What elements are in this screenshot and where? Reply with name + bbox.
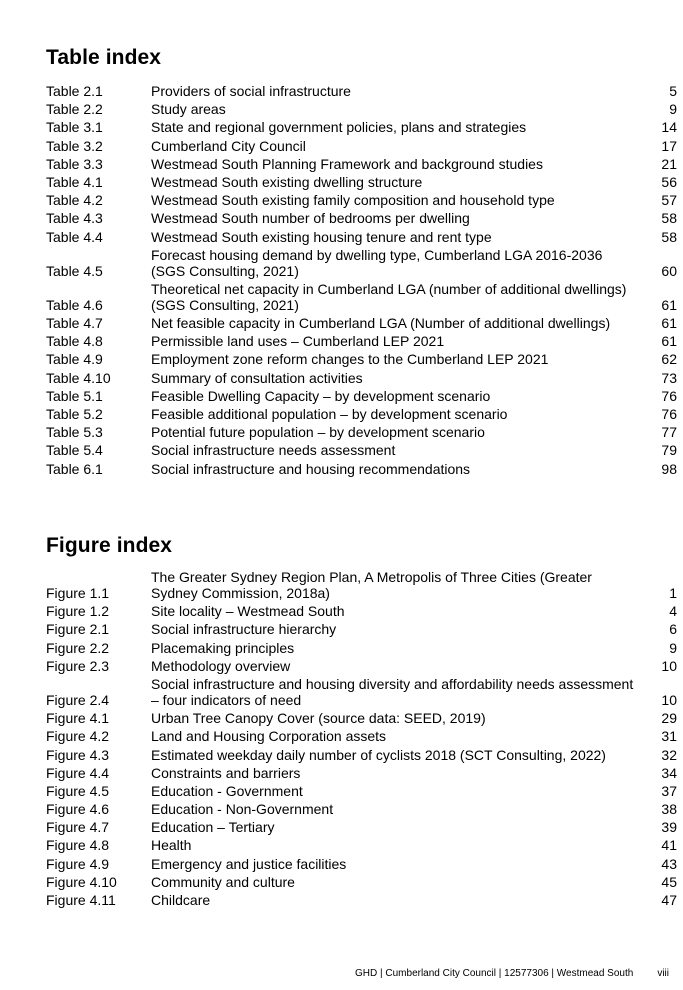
entry-title: Westmead South Planning Framework and background studies: [151, 155, 543, 172]
entry-page: 38: [661, 801, 677, 818]
entry-page: 14: [661, 119, 677, 136]
table-index-entry[interactable]: [46, 351, 677, 369]
table-index-entry[interactable]: [46, 333, 677, 351]
entry-label: Table 5.4: [46, 442, 103, 459]
entry-label: Table 4.9: [46, 351, 103, 368]
entry-title: Site locality – Westmead South: [151, 603, 345, 620]
entry-page: 47: [661, 892, 677, 908]
entry-label: Table 4.3: [46, 210, 103, 227]
entry-title: Feasible Dwelling Capacity – by development scenario: [151, 387, 491, 404]
entry-page: 98: [661, 460, 677, 477]
entry-page: 41: [661, 837, 677, 854]
entry-title: Methodology overview: [151, 657, 291, 674]
entry-title: Education - Non-Government: [151, 801, 334, 818]
entry-title: Community and culture: [151, 873, 295, 890]
entry-page: 9: [669, 639, 677, 656]
table-index-entry[interactable]: [46, 101, 677, 119]
entry-title: Westmead South number of bedrooms per dwelling: [151, 210, 470, 227]
entry-label: Table 2.1: [46, 83, 103, 99]
figure-index-entry[interactable]: [46, 892, 677, 910]
entry-label: Figure 4.2: [46, 728, 110, 745]
entry-title: Westmead South existing housing tenure and rent type: [151, 228, 492, 245]
figure-index-entry[interactable]: [46, 837, 677, 855]
entry-page: 56: [661, 173, 677, 190]
entry-page: 39: [661, 819, 677, 836]
entry-label: Figure 4.9: [46, 855, 110, 872]
table-index-entry[interactable]: [46, 461, 677, 479]
entry-page: 5: [669, 83, 677, 99]
entry-label: Figure 4.6: [46, 801, 110, 818]
figure-index-entry[interactable]: [46, 676, 677, 710]
figure-index-entry[interactable]: [46, 569, 677, 603]
table-index-heading: Table index: [46, 46, 162, 69]
entry-label: Table 5.3: [46, 424, 103, 441]
figure-index-entry[interactable]: [46, 728, 677, 746]
figure-index-entry[interactable]: [46, 801, 677, 819]
entry-label: Figure 4.5: [46, 782, 110, 799]
entry-page: 34: [661, 764, 677, 781]
entry-label: Figure 2.2: [46, 639, 110, 656]
entry-label: Table 5.1: [46, 387, 103, 404]
entry-label: Figure 2.3: [46, 657, 110, 674]
entry-label: Table 3.2: [46, 137, 103, 154]
footer-text: GHD | Cumberland City Council | 12577306 | Westmead South: [355, 968, 634, 979]
entry-page: 10: [661, 691, 677, 708]
entry-page: 79: [661, 442, 677, 459]
entry-label: Figure 4.4: [46, 764, 110, 781]
entry-title: Employment zone reform changes to the Cumberland LEP 2021: [151, 351, 549, 368]
entry-title: Health: [151, 837, 192, 854]
entry-page: 76: [661, 406, 677, 422]
table-index-entry[interactable]: [46, 156, 677, 174]
entry-page: 45: [661, 873, 677, 890]
figure-index-entry[interactable]: [46, 658, 677, 676]
entry-title: Estimated weekday daily number of cyclists 2018 (SCT Consulting, 2022): [151, 746, 606, 763]
table-index-entry[interactable]: [46, 119, 677, 137]
entry-label: Figure 1.1: [46, 585, 110, 601]
entry-title: Childcare: [151, 892, 211, 908]
figure-index-entry[interactable]: [46, 856, 677, 874]
entry-label: Figure 4.10: [46, 873, 117, 890]
table-index-entry[interactable]: [46, 174, 677, 192]
entry-page: 9: [669, 101, 677, 118]
figure-index-heading: Figure index: [46, 534, 173, 557]
figure-index-list: [46, 569, 677, 910]
entry-label: Table 4.7: [46, 315, 103, 332]
entry-title: Providers of social infrastructure: [151, 83, 351, 99]
figure-index-entry[interactable]: [46, 621, 677, 639]
entry-title: Urban Tree Canopy Cover (source data: SEED, 2019): [151, 710, 486, 727]
entry-label: Figure 2.1: [46, 621, 110, 638]
entry-label: Table 4.2: [46, 192, 103, 209]
table-index-entry[interactable]: [46, 442, 677, 460]
figure-index-entry[interactable]: [46, 783, 677, 801]
entry-title: Social infrastructure hierarchy: [151, 621, 337, 638]
entry-title: Theoretical net capacity in Cumberland LGA (number of additional dwellings) (SGS Consulting, 2021): [151, 280, 627, 313]
figure-index-entry[interactable]: [46, 874, 677, 892]
entry-title: Permissible land uses – Cumberland LEP 2021: [151, 333, 445, 350]
entry-page: 58: [661, 228, 677, 245]
table-index-entry[interactable]: [46, 388, 677, 406]
entry-page: 17: [661, 137, 677, 154]
entry-title: Forecast housing demand by dwelling type, Cumberland LGA 2016-2036 (SGS Consulting, 2021): [151, 246, 603, 279]
entry-page: 73: [661, 369, 677, 386]
entry-page: 62: [661, 351, 677, 368]
figure-index-entry[interactable]: [46, 765, 677, 783]
entry-title: The Greater Sydney Region Plan, A Metropolis of Three Cities (Greater Sydney Commission, 2018a): [151, 569, 592, 601]
entry-page: 4: [669, 603, 677, 620]
entry-label: Table 4.4: [46, 228, 103, 245]
entry-title: Social infrastructure needs assessment: [151, 442, 396, 459]
entry-page: 29: [661, 710, 677, 727]
entry-page: 32: [661, 746, 677, 763]
entry-title: Social infrastructure and housing recommendations: [151, 460, 471, 477]
entry-label: Table 4.6: [46, 296, 103, 313]
figure-index-entry[interactable]: [46, 747, 677, 765]
table-index-entry[interactable]: [46, 406, 677, 424]
entry-page: 21: [661, 155, 677, 172]
entry-label: Table 3.3: [46, 155, 103, 172]
entry-page: 37: [661, 782, 677, 799]
entry-page: 43: [661, 855, 677, 872]
table-index-entry[interactable]: [46, 138, 677, 156]
entry-page: 61: [661, 315, 677, 332]
entry-title: State and regional government policies, plans and strategies: [151, 119, 527, 136]
table-index-entry[interactable]: [46, 247, 677, 281]
entry-label: Table 4.5: [46, 262, 103, 279]
entry-label: Table 5.2: [46, 406, 103, 422]
figure-index-entry[interactable]: [46, 640, 677, 658]
entry-title: Feasible additional population – by development scenario: [151, 406, 508, 422]
entry-label: Figure 4.7: [46, 819, 110, 836]
table-index-entry[interactable]: [46, 370, 677, 388]
entry-label: Table 4.10: [46, 369, 111, 386]
figure-index-entry[interactable]: [46, 710, 677, 728]
entry-title: Social infrastructure and housing diversity and affordability needs assessment – four indicators of need: [151, 675, 634, 708]
entry-title: Emergency and justice facilities: [151, 855, 347, 872]
table-index-entry[interactable]: [46, 315, 677, 333]
entry-title: Westmead South existing family composition and household type: [151, 192, 555, 209]
entry-label: Figure 4.8: [46, 837, 110, 854]
entry-title: Education – Tertiary: [151, 819, 275, 836]
table-index-entry[interactable]: [46, 424, 677, 442]
table-index-list: [46, 83, 677, 479]
table-index-entry[interactable]: [46, 281, 677, 315]
entry-label: Table 3.1: [46, 119, 103, 136]
entry-label: Table 4.8: [46, 333, 103, 350]
entry-title: Net feasible capacity in Cumberland LGA (Number of additional dwellings): [151, 315, 611, 332]
entry-page: 61: [661, 333, 677, 350]
entry-page: 60: [661, 262, 677, 279]
entry-page: 1: [669, 585, 677, 601]
table-index-entry[interactable]: [46, 210, 677, 228]
page-footer: [355, 968, 669, 979]
table-index-entry[interactable]: [46, 229, 677, 247]
footer-page-number: viii: [657, 968, 669, 979]
entry-label: Figure 2.4: [46, 691, 110, 708]
entry-label: Figure 1.2: [46, 603, 110, 620]
table-index-entry[interactable]: [46, 192, 677, 210]
entry-page: 57: [661, 192, 677, 209]
figure-index-entry[interactable]: [46, 603, 677, 621]
entry-label: Table 2.2: [46, 101, 103, 118]
entry-page: 31: [661, 728, 677, 745]
entry-title: Potential future population – by development scenario: [151, 424, 485, 441]
entry-label: Figure 4.11: [46, 892, 116, 908]
entry-page: 6: [669, 621, 677, 638]
entry-title: Constraints and barriers: [151, 764, 301, 781]
entry-label: Table 6.1: [46, 460, 103, 477]
table-index-entry[interactable]: [46, 83, 677, 101]
entry-label: Figure 4.1: [46, 710, 110, 727]
entry-title: Summary of consultation activities: [151, 369, 363, 386]
entry-label: Table 4.1: [46, 173, 103, 190]
entry-title: Study areas: [151, 101, 226, 118]
entry-page: 61: [661, 296, 677, 313]
entry-title: Placemaking principles: [151, 639, 295, 656]
entry-page: 10: [661, 657, 677, 674]
entry-page: 76: [661, 387, 677, 404]
entry-label: Figure 4.3: [46, 746, 110, 763]
entry-title: Education - Government: [151, 782, 303, 799]
entry-title: Land and Housing Corporation assets: [151, 728, 387, 745]
entry-page: 58: [661, 210, 677, 227]
entry-title: Cumberland City Council: [151, 137, 306, 154]
entry-title: Westmead South existing dwelling structure: [151, 173, 423, 190]
entry-page: 77: [661, 424, 677, 441]
figure-index-entry[interactable]: [46, 819, 677, 837]
